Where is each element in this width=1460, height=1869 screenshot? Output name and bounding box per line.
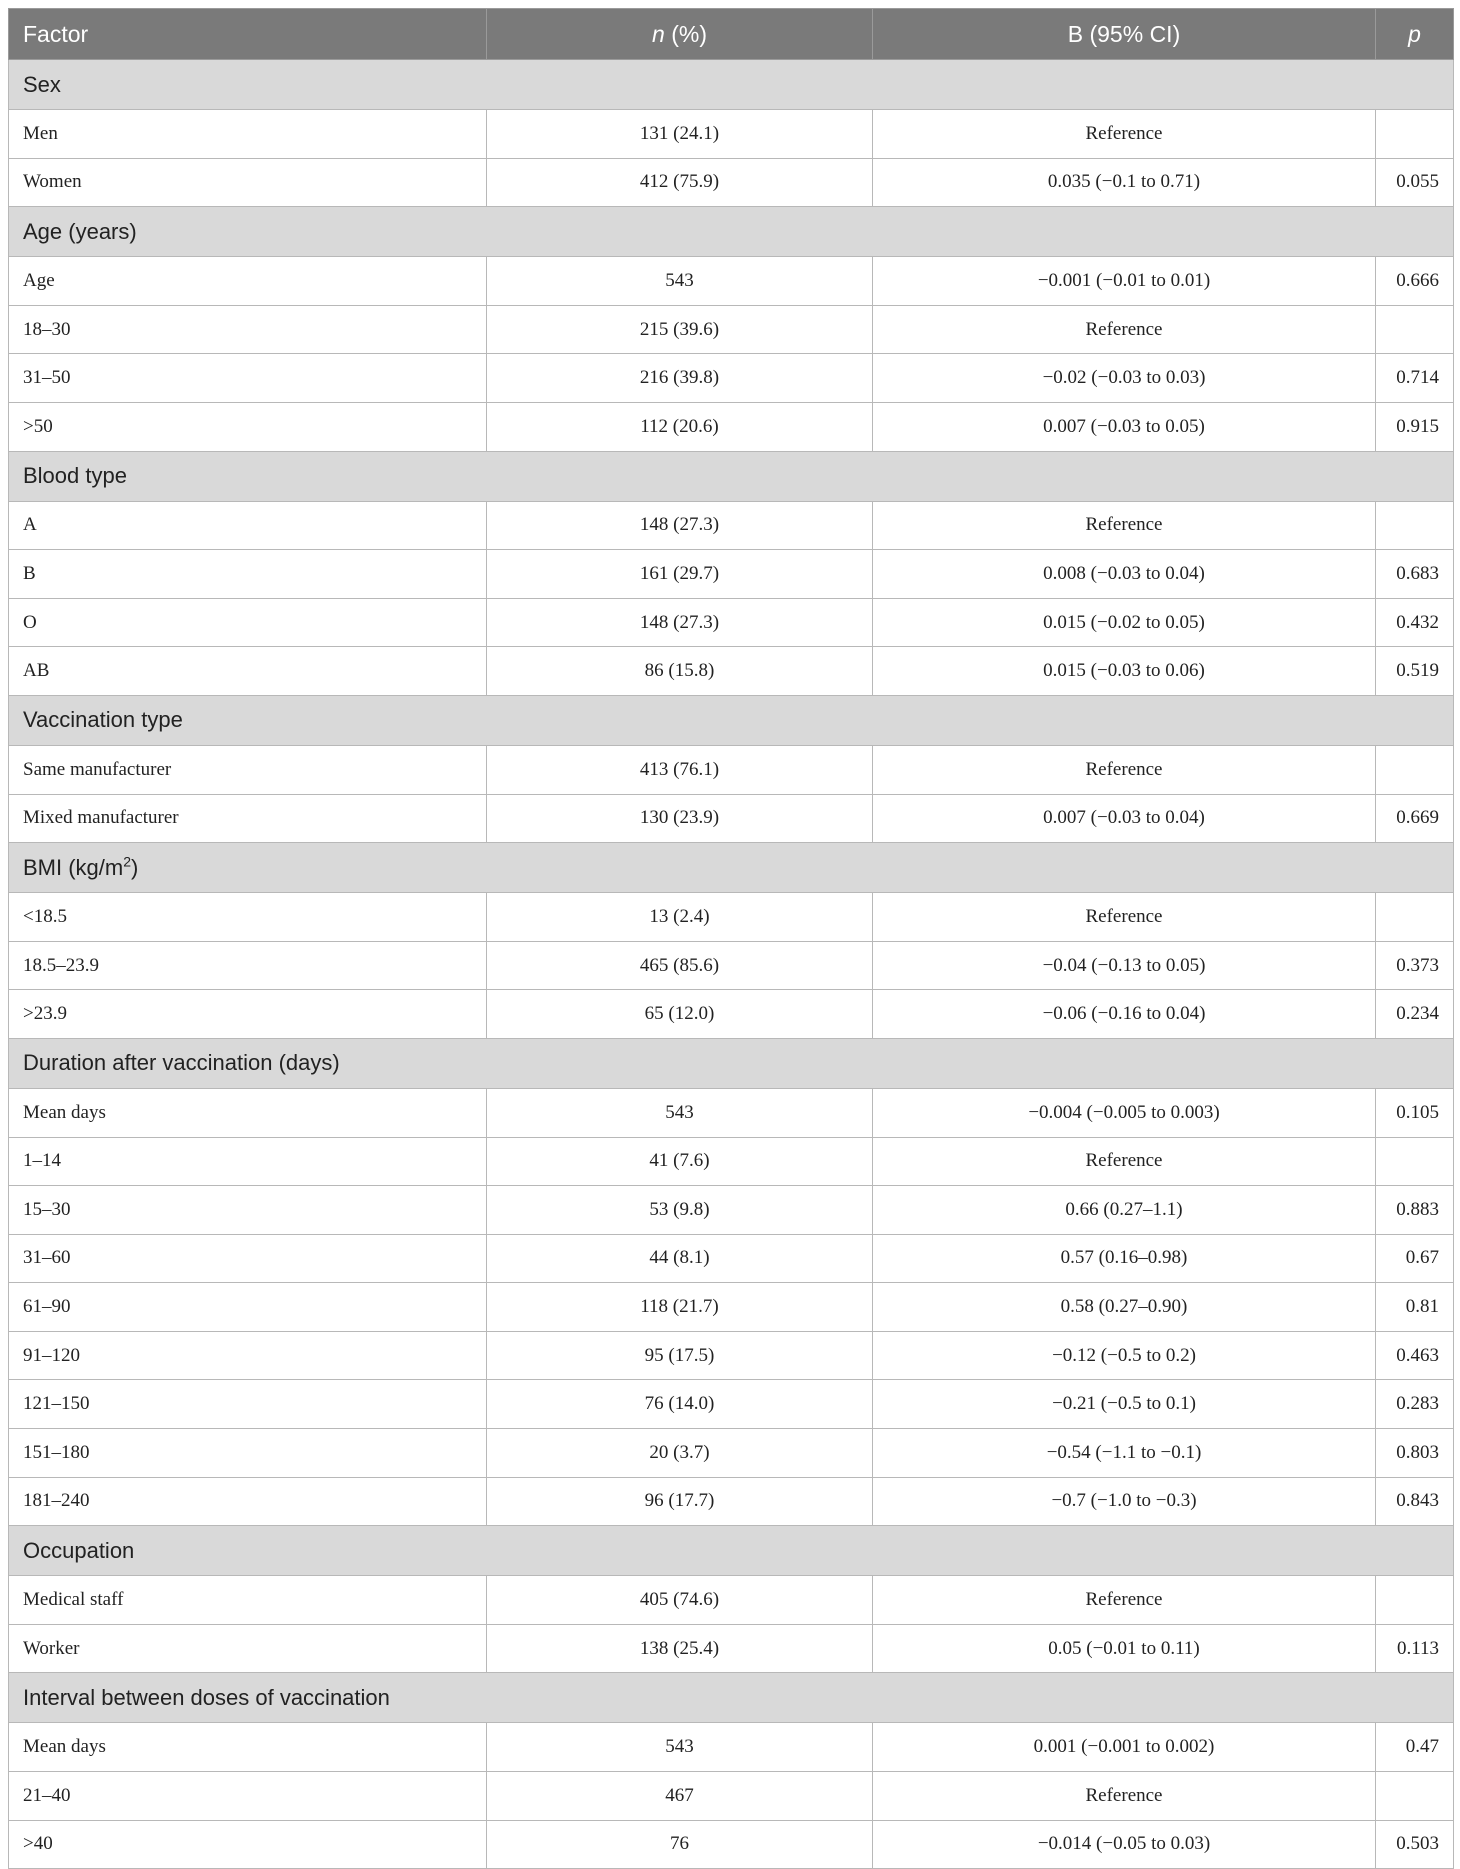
cell-p xyxy=(1376,745,1454,794)
cell-factor: B xyxy=(9,550,487,599)
table-row xyxy=(9,1723,1454,1772)
cell-p: 0.915 xyxy=(1376,402,1454,451)
cell-b: −0.06 (−0.16 to 0.04) xyxy=(873,990,1376,1039)
cell-b: −0.014 (−0.05 to 0.03) xyxy=(873,1820,1376,1869)
cell-factor: 18–30 xyxy=(9,305,487,354)
section-title-text: Blood type xyxy=(23,463,127,489)
cell-p xyxy=(1376,1772,1454,1821)
cell-p xyxy=(1376,1137,1454,1186)
header-p: p xyxy=(1376,9,1454,60)
table-row xyxy=(9,1234,1454,1283)
cell-b: 0.015 (−0.03 to 0.06) xyxy=(873,647,1376,696)
section-title-text: Age (years) xyxy=(23,218,137,244)
cell-factor: 21–40 xyxy=(9,1772,487,1821)
cell-n: 53 (9.8) xyxy=(487,1186,873,1235)
table-row xyxy=(9,1331,1454,1380)
table-row xyxy=(9,354,1454,403)
cell-factor: 15–30 xyxy=(9,1186,487,1235)
cell-b: −0.7 (−1.0 to −0.3) xyxy=(873,1477,1376,1526)
section-title-text: Sex xyxy=(23,71,61,97)
section-title-text: Interval between doses of vaccination xyxy=(23,1684,390,1710)
section-header-row xyxy=(9,451,1454,501)
table-row xyxy=(9,305,1454,354)
cell-b: 0.035 (−0.1 to 0.71) xyxy=(873,158,1376,207)
cell-factor: Medical staff xyxy=(9,1576,487,1625)
cell-factor: <18.5 xyxy=(9,893,487,942)
cell-n: 44 (8.1) xyxy=(487,1234,873,1283)
cell-n: 13 (2.4) xyxy=(487,893,873,942)
table-row xyxy=(9,598,1454,647)
cell-factor: 151–180 xyxy=(9,1429,487,1478)
cell-factor: 91–120 xyxy=(9,1331,487,1380)
cell-n: 130 (23.9) xyxy=(487,794,873,843)
table-row xyxy=(9,1772,1454,1821)
cell-b: Reference xyxy=(873,501,1376,550)
section-header-row xyxy=(9,695,1454,745)
cell-p: 0.055 xyxy=(1376,158,1454,207)
cell-b: −0.12 (−0.5 to 0.2) xyxy=(873,1331,1376,1380)
table-body xyxy=(9,60,1454,1869)
cell-b: Reference xyxy=(873,745,1376,794)
cell-factor: >50 xyxy=(9,402,487,451)
cell-p: 0.843 xyxy=(1376,1477,1454,1526)
cell-b: −0.54 (−1.1 to −0.1) xyxy=(873,1429,1376,1478)
cell-factor: Mean days xyxy=(9,1723,487,1772)
section-title-text: Occupation xyxy=(23,1537,135,1563)
cell-factor: Mean days xyxy=(9,1088,487,1137)
cell-b: 0.015 (−0.02 to 0.05) xyxy=(873,598,1376,647)
cell-n: 138 (25.4) xyxy=(487,1624,873,1673)
table-row xyxy=(9,647,1454,696)
cell-n: 148 (27.3) xyxy=(487,501,873,550)
cell-p: 0.714 xyxy=(1376,354,1454,403)
table-row xyxy=(9,990,1454,1039)
cell-n: 131 (24.1) xyxy=(487,110,873,159)
cell-factor: 31–50 xyxy=(9,354,487,403)
cell-factor: Women xyxy=(9,158,487,207)
cell-p: 0.105 xyxy=(1376,1088,1454,1137)
header-n-italic: n xyxy=(652,20,665,47)
cell-n: 412 (75.9) xyxy=(487,158,873,207)
cell-b: 0.58 (0.27–0.90) xyxy=(873,1283,1376,1332)
table-row xyxy=(9,1576,1454,1625)
cell-n: 467 xyxy=(487,1772,873,1821)
section-header-row xyxy=(9,1673,1454,1723)
cell-b: 0.57 (0.16–0.98) xyxy=(873,1234,1376,1283)
cell-b: 0.007 (−0.03 to 0.05) xyxy=(873,402,1376,451)
section-title xyxy=(9,695,1454,745)
table-row xyxy=(9,1477,1454,1526)
table-row xyxy=(9,402,1454,451)
table-row xyxy=(9,1137,1454,1186)
cell-p: 0.283 xyxy=(1376,1380,1454,1429)
cell-p: 0.666 xyxy=(1376,257,1454,306)
section-title xyxy=(9,207,1454,257)
cell-factor: >23.9 xyxy=(9,990,487,1039)
cell-n: 405 (74.6) xyxy=(487,1576,873,1625)
cell-n: 465 (85.6) xyxy=(487,941,873,990)
cell-n: 76 xyxy=(487,1820,873,1869)
cell-n: 112 (20.6) xyxy=(487,402,873,451)
section-title-text: Duration after vaccination (days) xyxy=(23,1050,340,1076)
cell-p: 0.883 xyxy=(1376,1186,1454,1235)
cell-n: 543 xyxy=(487,257,873,306)
cell-n: 216 (39.8) xyxy=(487,354,873,403)
table-row xyxy=(9,550,1454,599)
cell-b: −0.001 (−0.01 to 0.01) xyxy=(873,257,1376,306)
section-title xyxy=(9,843,1454,893)
cell-n: 543 xyxy=(487,1088,873,1137)
cell-p xyxy=(1376,1576,1454,1625)
cell-p xyxy=(1376,501,1454,550)
cell-factor: Age xyxy=(9,257,487,306)
cell-n: 413 (76.1) xyxy=(487,745,873,794)
cell-factor: Same manufacturer xyxy=(9,745,487,794)
cell-factor: 121–150 xyxy=(9,1380,487,1429)
cell-p: 0.373 xyxy=(1376,941,1454,990)
cell-n: 65 (12.0) xyxy=(487,990,873,1039)
table-row xyxy=(9,1624,1454,1673)
table-row xyxy=(9,1820,1454,1869)
cell-n: 20 (3.7) xyxy=(487,1429,873,1478)
cell-factor: 181–240 xyxy=(9,1477,487,1526)
section-title xyxy=(9,1673,1454,1723)
section-header-row xyxy=(9,60,1454,110)
section-title xyxy=(9,1526,1454,1576)
section-title-text: BMI (kg/m xyxy=(23,854,124,880)
cell-p xyxy=(1376,305,1454,354)
cell-b: 0.001 (−0.001 to 0.002) xyxy=(873,1723,1376,1772)
cell-factor: Mixed manufacturer xyxy=(9,794,487,843)
cell-p: 0.432 xyxy=(1376,598,1454,647)
header-n-rest: (%) xyxy=(664,20,707,47)
section-title-superscript: 2 xyxy=(123,853,132,870)
cell-n: 96 (17.7) xyxy=(487,1477,873,1526)
section-title xyxy=(9,451,1454,501)
cell-b: −0.004 (−0.005 to 0.003) xyxy=(873,1088,1376,1137)
cell-b: 0.66 (0.27–1.1) xyxy=(873,1186,1376,1235)
cell-b: −0.04 (−0.13 to 0.05) xyxy=(873,941,1376,990)
cell-factor: 18.5–23.9 xyxy=(9,941,487,990)
cell-p: 0.669 xyxy=(1376,794,1454,843)
cell-p xyxy=(1376,893,1454,942)
section-title xyxy=(9,60,1454,110)
table-row xyxy=(9,1380,1454,1429)
cell-b: 0.007 (−0.03 to 0.04) xyxy=(873,794,1376,843)
cell-b: 0.008 (−0.03 to 0.04) xyxy=(873,550,1376,599)
table-row xyxy=(9,1429,1454,1478)
cell-factor: A xyxy=(9,501,487,550)
cell-factor: O xyxy=(9,598,487,647)
cell-p: 0.47 xyxy=(1376,1723,1454,1772)
header-n xyxy=(487,9,873,60)
cell-p: 0.113 xyxy=(1376,1624,1454,1673)
cell-p: 0.234 xyxy=(1376,990,1454,1039)
cell-p xyxy=(1376,110,1454,159)
cell-b: 0.05 (−0.01 to 0.11) xyxy=(873,1624,1376,1673)
table-row xyxy=(9,1088,1454,1137)
header-b: B (95% CI) xyxy=(873,9,1376,60)
cell-n: 86 (15.8) xyxy=(487,647,873,696)
cell-n: 161 (29.7) xyxy=(487,550,873,599)
table-row xyxy=(9,794,1454,843)
table-row xyxy=(9,745,1454,794)
table-row xyxy=(9,158,1454,207)
cell-b: −0.21 (−0.5 to 0.1) xyxy=(873,1380,1376,1429)
cell-b: Reference xyxy=(873,1137,1376,1186)
cell-n: 76 (14.0) xyxy=(487,1380,873,1429)
cell-factor: Worker xyxy=(9,1624,487,1673)
cell-p: 0.463 xyxy=(1376,1331,1454,1380)
cell-b: Reference xyxy=(873,1772,1376,1821)
cell-n: 118 (21.7) xyxy=(487,1283,873,1332)
cell-factor: 61–90 xyxy=(9,1283,487,1332)
cell-p: 0.67 xyxy=(1376,1234,1454,1283)
section-title-text: Vaccination type xyxy=(23,707,183,733)
cell-b: Reference xyxy=(873,305,1376,354)
cell-n: 215 (39.6) xyxy=(487,305,873,354)
header-factor: Factor xyxy=(9,9,487,60)
section-header-row xyxy=(9,207,1454,257)
cell-p: 0.683 xyxy=(1376,550,1454,599)
cell-b: Reference xyxy=(873,893,1376,942)
cell-n: 95 (17.5) xyxy=(487,1331,873,1380)
cell-p: 0.519 xyxy=(1376,647,1454,696)
cell-b: −0.02 (−0.03 to 0.03) xyxy=(873,354,1376,403)
cell-factor: AB xyxy=(9,647,487,696)
cell-n: 148 (27.3) xyxy=(487,598,873,647)
section-title xyxy=(9,1038,1454,1088)
cell-n: 543 xyxy=(487,1723,873,1772)
cell-b: Reference xyxy=(873,110,1376,159)
table-row xyxy=(9,893,1454,942)
cell-n: 41 (7.6) xyxy=(487,1137,873,1186)
cell-factor: 1–14 xyxy=(9,1137,487,1186)
section-title-end: ) xyxy=(131,854,139,880)
regression-table xyxy=(8,8,1454,1869)
section-header-row xyxy=(9,1038,1454,1088)
table-row xyxy=(9,941,1454,990)
cell-p: 0.81 xyxy=(1376,1283,1454,1332)
table-row xyxy=(9,1283,1454,1332)
table-row xyxy=(9,501,1454,550)
cell-factor: 31–60 xyxy=(9,1234,487,1283)
section-header-row xyxy=(9,843,1454,893)
table-row xyxy=(9,110,1454,159)
cell-factor: Men xyxy=(9,110,487,159)
table-row xyxy=(9,1186,1454,1235)
cell-factor: >40 xyxy=(9,1820,487,1869)
section-header-row xyxy=(9,1526,1454,1576)
cell-p: 0.503 xyxy=(1376,1820,1454,1869)
table-row xyxy=(9,257,1454,306)
table-header-row xyxy=(9,9,1454,60)
cell-p: 0.803 xyxy=(1376,1429,1454,1478)
cell-b: Reference xyxy=(873,1576,1376,1625)
